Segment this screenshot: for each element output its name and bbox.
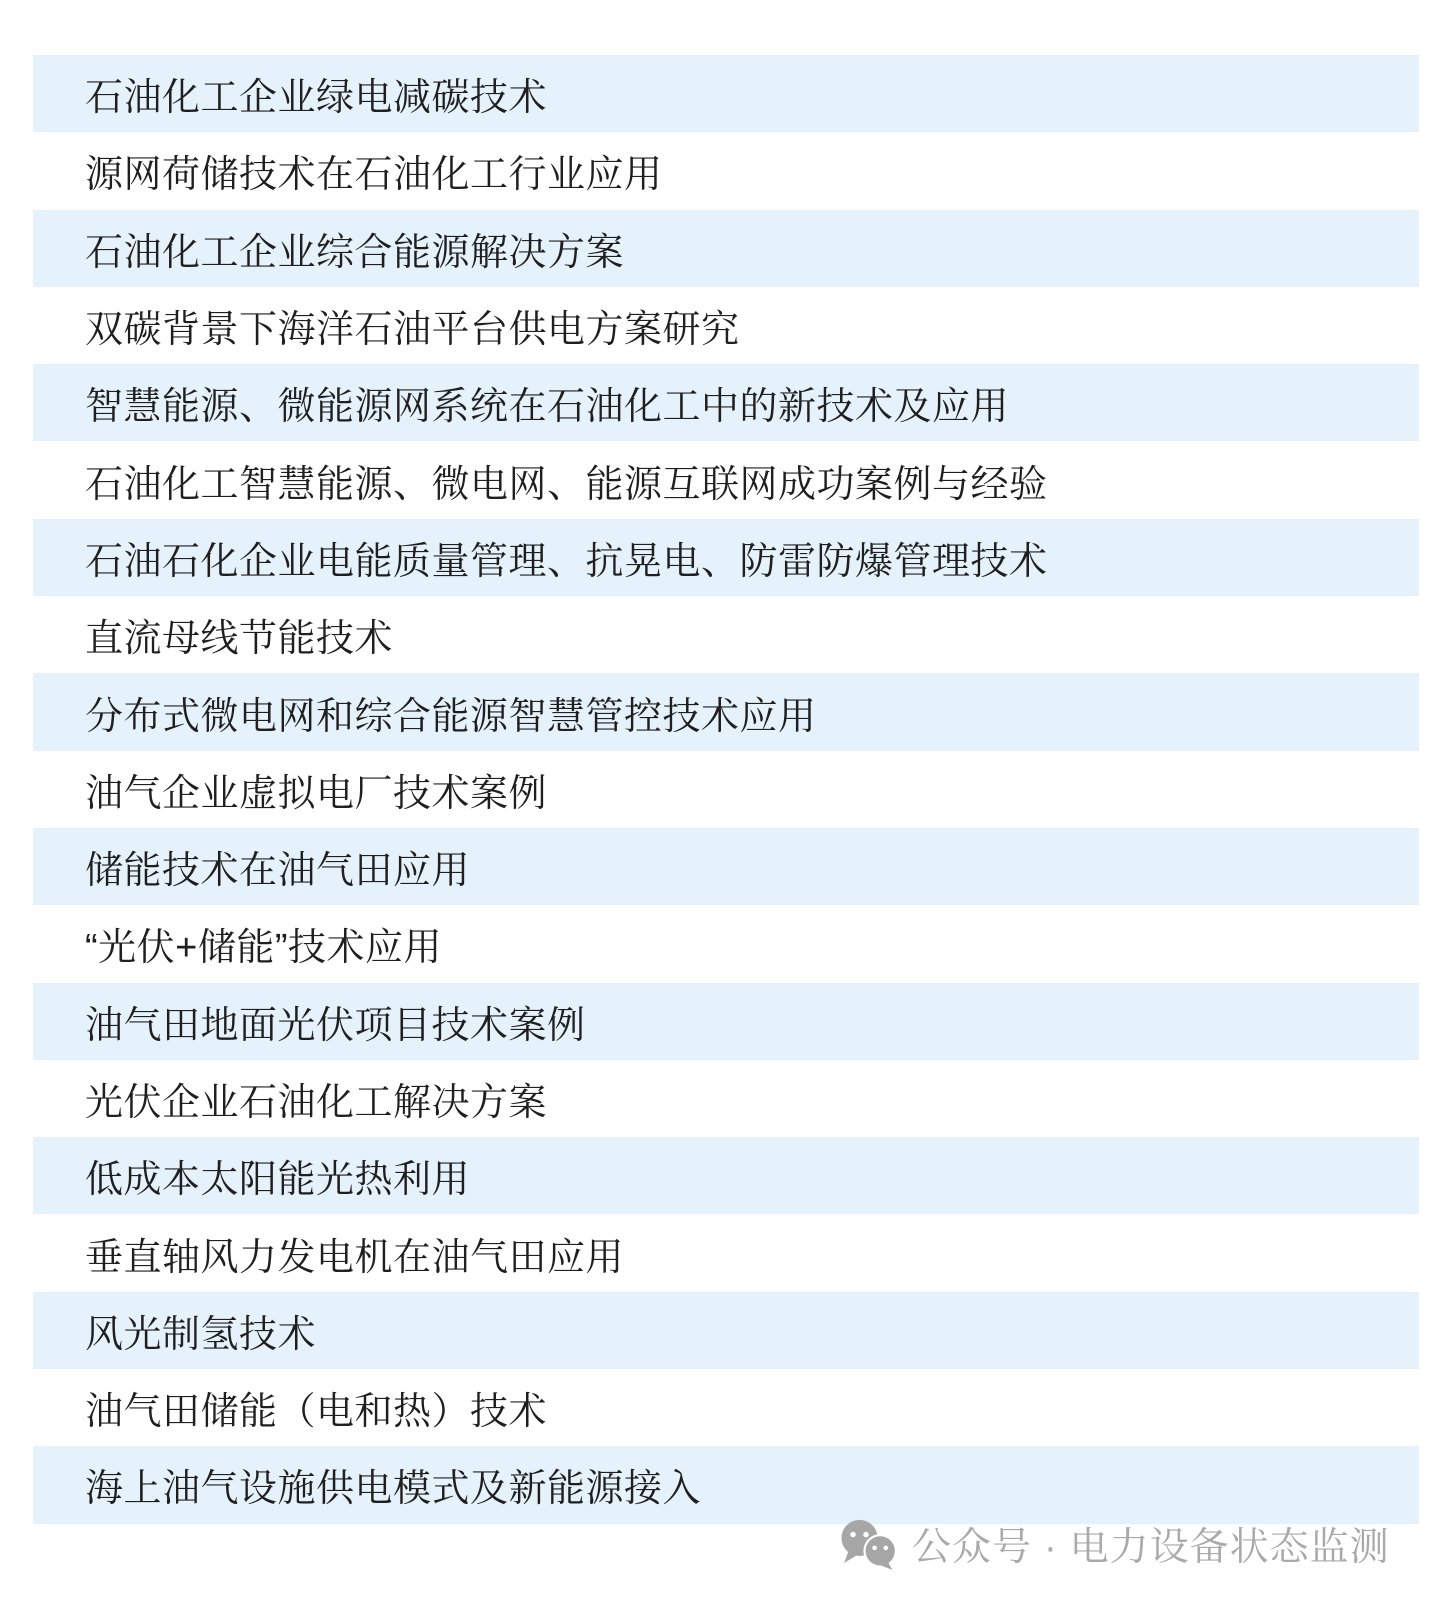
list-item-label: 储能技术在油气田应用 bbox=[85, 850, 471, 893]
list-item bbox=[33, 1446, 1419, 1523]
list-item bbox=[33, 828, 1419, 905]
wechat-icon bbox=[838, 1518, 900, 1570]
list-item bbox=[33, 1060, 1419, 1137]
list-item-label: 风光制氢技术 bbox=[85, 1313, 317, 1356]
list-item bbox=[33, 905, 1419, 982]
list-item bbox=[33, 673, 1419, 750]
list-item-label: 海上油气设施供电模式及新能源接入 bbox=[85, 1468, 702, 1511]
list-item-label: 油气田储能（电和热）技术 bbox=[85, 1391, 548, 1434]
list-item bbox=[33, 210, 1419, 287]
list-item bbox=[33, 1292, 1419, 1369]
list-item bbox=[33, 55, 1419, 132]
list-item bbox=[33, 441, 1419, 518]
list-item-label: 油气田地面光伏项目技术案例 bbox=[85, 1004, 586, 1047]
list-item bbox=[33, 1137, 1419, 1214]
watermark-footer bbox=[838, 1516, 1390, 1572]
list-item-label: 双碳背景下海洋石油平台供电方案研究 bbox=[85, 309, 740, 352]
list-item bbox=[33, 364, 1419, 441]
list-item bbox=[33, 983, 1419, 1060]
list-item-label: 石油石化企业电能质量管理、抗晃电、防雷防爆管理技术 bbox=[85, 540, 1048, 583]
list-item-label: 石油化工智慧能源、微电网、能源互联网成功案例与经验 bbox=[85, 463, 1048, 506]
list-item-label: 源网荷储技术在石油化工行业应用 bbox=[85, 154, 663, 197]
list-item bbox=[33, 132, 1419, 209]
list-item-label: 低成本太阳能光热利用 bbox=[85, 1159, 471, 1202]
list-item-label: 石油化工企业绿电减碳技术 bbox=[85, 77, 548, 120]
list-item-label: “光伏+储能”技术应用 bbox=[85, 927, 443, 970]
list-item-label: 石油化工企业综合能源解决方案 bbox=[85, 231, 625, 274]
list-item bbox=[33, 1214, 1419, 1291]
list-item bbox=[33, 519, 1419, 596]
watermark-label: 公众号 · 电力设备状态监测 bbox=[912, 1526, 1390, 1569]
list-item bbox=[33, 287, 1419, 364]
list-item bbox=[33, 751, 1419, 828]
list-item-label: 分布式微电网和综合能源智慧管控技术应用 bbox=[85, 695, 817, 738]
list-item-label: 光伏企业石油化工解决方案 bbox=[85, 1082, 548, 1124]
list-item bbox=[33, 1369, 1419, 1446]
list-item-label: 直流母线节能技术 bbox=[85, 618, 394, 661]
topic-list bbox=[33, 55, 1419, 1524]
list-item-label: 智慧能源、微能源网系统在石油化工中的新技术及应用 bbox=[85, 386, 1010, 429]
list-item-label: 垂直轴风力发电机在油气田应用 bbox=[85, 1236, 625, 1279]
list-item bbox=[33, 596, 1419, 673]
list-item-label: 油气企业虚拟电厂技术案例 bbox=[85, 772, 548, 815]
